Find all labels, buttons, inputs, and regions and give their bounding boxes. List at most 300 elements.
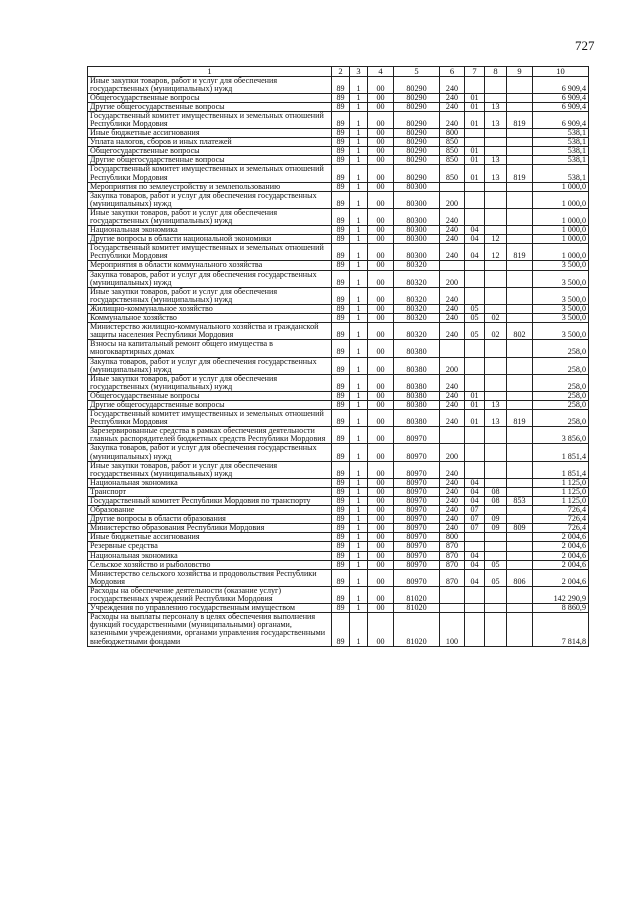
cell-code-5: 80290 (394, 165, 440, 182)
cell-name: Государственный комитет имущественных и земельных отношений Республики Мордовия (88, 165, 332, 182)
cell-code-5: 80300 (394, 191, 440, 208)
cell-code-9 (507, 560, 533, 569)
cell-amount: 7 814,8 (533, 613, 589, 646)
cell-code-7 (465, 533, 485, 542)
cell-code-7 (465, 613, 485, 646)
cell-name: Иные закупки товаров, работ и услуг для обеспечения государственных (муниципальных) нужд (88, 287, 332, 304)
cell-name: Иные закупки товаров, работ и услуг для обеспечения государственных (муниципальных) нужд (88, 374, 332, 391)
cell-code-7: 01 (465, 111, 485, 128)
cell-amount: 1 851,4 (533, 461, 589, 478)
cell-code-8: 05 (485, 560, 507, 569)
cell-code-2: 89 (332, 314, 350, 323)
cell-code-4: 00 (368, 357, 394, 374)
cell-name: Другие вопросы в области национальной экономики (88, 235, 332, 244)
cell-amount: 1 000,0 (533, 226, 589, 235)
cell-name: Закупка товаров, работ и услуг для обеспечения государственных (муниципальных) нужд (88, 357, 332, 374)
cell-code-7 (465, 586, 485, 603)
cell-name: Министерство образования Республики Мордовия (88, 524, 332, 533)
cell-code-6: 870 (440, 542, 465, 551)
cell-code-9 (507, 147, 533, 156)
cell-code-2: 89 (332, 147, 350, 156)
cell-amount: 258,0 (533, 357, 589, 374)
cell-code-5: 80970 (394, 542, 440, 551)
cell-code-9: 806 (507, 569, 533, 586)
cell-code-7: 04 (465, 235, 485, 244)
cell-amount: 1 000,0 (533, 182, 589, 191)
cell-code-9: 802 (507, 323, 533, 340)
cell-code-3: 1 (350, 304, 368, 313)
header-cell-code-5: 5 (394, 67, 440, 77)
cell-name: Расходы на выплаты персоналу в целях обеспечения выполнения функций государственными (муниципальными) органами, казенными учреждениями, органами управления государственными внебюджетными фондами (88, 613, 332, 646)
cell-code-6: 200 (440, 270, 465, 287)
cell-name: Закупка товаров, работ и услуг для обеспечения государственных (муниципальных) нужд (88, 444, 332, 461)
cell-name: Другие общегосударственные вопросы (88, 102, 332, 111)
cell-code-9 (507, 156, 533, 165)
cell-code-8: 09 (485, 524, 507, 533)
cell-amount: 2 004,6 (533, 533, 589, 542)
cell-amount: 3 500,0 (533, 323, 589, 340)
cell-code-2: 89 (332, 444, 350, 461)
cell-code-6: 240 (440, 244, 465, 261)
table-row (88, 391, 589, 400)
cell-code-4: 00 (368, 569, 394, 586)
table-row (88, 208, 589, 225)
cell-code-7: 05 (465, 314, 485, 323)
cell-code-3: 1 (350, 261, 368, 270)
table-row (88, 102, 589, 111)
cell-code-5: 80970 (394, 478, 440, 487)
cell-code-5: 80290 (394, 102, 440, 111)
cell-name: Государственный комитет имущественных и земельных отношений Республики Мордовия (88, 244, 332, 261)
cell-code-7: 07 (465, 515, 485, 524)
cell-code-4: 00 (368, 323, 394, 340)
cell-code-2: 89 (332, 304, 350, 313)
table-row (88, 138, 589, 147)
cell-code-3: 1 (350, 111, 368, 128)
cell-code-2: 89 (332, 340, 350, 357)
budget-table (87, 66, 589, 647)
table-row (88, 497, 589, 506)
table-row (88, 444, 589, 461)
cell-code-6 (440, 182, 465, 191)
cell-amount: 538,1 (533, 156, 589, 165)
cell-name: Общегосударственные вопросы (88, 93, 332, 102)
cell-code-2: 89 (332, 560, 350, 569)
cell-code-2: 89 (332, 165, 350, 182)
cell-code-9: 809 (507, 524, 533, 533)
cell-code-8 (485, 357, 507, 374)
cell-code-8 (485, 613, 507, 646)
cell-code-6: 870 (440, 551, 465, 560)
cell-code-3: 1 (350, 138, 368, 147)
cell-code-7: 04 (465, 560, 485, 569)
cell-code-6: 240 (440, 208, 465, 225)
cell-code-9 (507, 444, 533, 461)
cell-name: Министерство жилищно-коммунального хозяйства и гражданской защиты населения Республики Мордовия (88, 323, 332, 340)
cell-code-5: 80970 (394, 515, 440, 524)
cell-code-2: 89 (332, 156, 350, 165)
cell-code-8: 02 (485, 314, 507, 323)
cell-code-9 (507, 586, 533, 603)
cell-amount: 1 851,4 (533, 444, 589, 461)
cell-code-8 (485, 226, 507, 235)
table-row (88, 461, 589, 478)
cell-code-7: 04 (465, 487, 485, 496)
table-row (88, 427, 589, 444)
cell-code-9 (507, 226, 533, 235)
cell-code-6: 240 (440, 287, 465, 304)
cell-code-9 (507, 304, 533, 313)
cell-code-7: 07 (465, 524, 485, 533)
cell-code-7: 04 (465, 478, 485, 487)
cell-code-7: 01 (465, 147, 485, 156)
cell-amount: 1 000,0 (533, 208, 589, 225)
cell-code-7 (465, 427, 485, 444)
cell-code-6: 240 (440, 314, 465, 323)
cell-code-9 (507, 287, 533, 304)
cell-code-8 (485, 586, 507, 603)
cell-code-3: 1 (350, 226, 368, 235)
cell-name: Иные закупки товаров, работ и услуг для обеспечения государственных (муниципальных) нужд (88, 461, 332, 478)
cell-code-4: 00 (368, 478, 394, 487)
cell-name: Национальная экономика (88, 551, 332, 560)
cell-code-4: 00 (368, 506, 394, 515)
cell-code-7 (465, 542, 485, 551)
cell-name: Коммунальное хозяйство (88, 314, 332, 323)
cell-code-5: 80290 (394, 93, 440, 102)
cell-amount: 258,0 (533, 374, 589, 391)
cell-code-2: 89 (332, 102, 350, 111)
table-row (88, 400, 589, 409)
cell-code-8 (485, 147, 507, 156)
table-row (88, 93, 589, 102)
table-row (88, 551, 589, 560)
table-row (88, 226, 589, 235)
cell-code-3: 1 (350, 444, 368, 461)
cell-code-6 (440, 586, 465, 603)
cell-code-3: 1 (350, 156, 368, 165)
cell-code-7: 05 (465, 304, 485, 313)
cell-code-9 (507, 93, 533, 102)
cell-code-6: 100 (440, 613, 465, 646)
cell-code-3: 1 (350, 165, 368, 182)
cell-code-4: 00 (368, 542, 394, 551)
cell-code-9 (507, 76, 533, 93)
cell-code-8 (485, 478, 507, 487)
cell-name: Национальная экономика (88, 478, 332, 487)
cell-code-9 (507, 357, 533, 374)
cell-code-5: 80970 (394, 569, 440, 586)
cell-amount: 538,1 (533, 138, 589, 147)
cell-code-9: 819 (507, 165, 533, 182)
cell-code-3: 1 (350, 374, 368, 391)
cell-amount: 3 500,0 (533, 314, 589, 323)
cell-code-6: 240 (440, 478, 465, 487)
cell-code-5: 80320 (394, 314, 440, 323)
cell-name: Учреждения по управлению государственным имуществом (88, 604, 332, 613)
cell-code-4: 00 (368, 391, 394, 400)
cell-code-6 (440, 427, 465, 444)
cell-amount: 6 909,4 (533, 102, 589, 111)
cell-amount: 258,0 (533, 410, 589, 427)
cell-code-9 (507, 314, 533, 323)
cell-code-7: 07 (465, 506, 485, 515)
cell-code-3: 1 (350, 244, 368, 261)
cell-code-3: 1 (350, 191, 368, 208)
cell-code-4: 00 (368, 487, 394, 496)
cell-code-4: 00 (368, 226, 394, 235)
cell-code-5: 80290 (394, 147, 440, 156)
cell-code-8 (485, 533, 507, 542)
cell-code-6: 870 (440, 569, 465, 586)
cell-code-5: 80380 (394, 374, 440, 391)
cell-code-8 (485, 506, 507, 515)
cell-code-4: 00 (368, 604, 394, 613)
cell-code-3: 1 (350, 287, 368, 304)
cell-name: Национальная экономика (88, 226, 332, 235)
cell-code-3: 1 (350, 323, 368, 340)
cell-code-3: 1 (350, 340, 368, 357)
cell-code-7 (465, 76, 485, 93)
cell-code-8: 13 (485, 156, 507, 165)
cell-amount: 8 860,9 (533, 604, 589, 613)
cell-code-2: 89 (332, 129, 350, 138)
cell-code-7 (465, 461, 485, 478)
table-row (88, 323, 589, 340)
cell-code-6: 850 (440, 165, 465, 182)
cell-name: Взносы на капитальный ремонт общего имущества в многоквартирных домах (88, 340, 332, 357)
cell-code-6: 240 (440, 487, 465, 496)
cell-code-2: 89 (332, 374, 350, 391)
cell-name: Транспорт (88, 487, 332, 496)
cell-amount: 258,0 (533, 400, 589, 409)
table-row (88, 410, 589, 427)
cell-code-8: 13 (485, 410, 507, 427)
cell-amount: 142 290,9 (533, 586, 589, 603)
cell-code-8 (485, 542, 507, 551)
cell-code-6: 240 (440, 93, 465, 102)
cell-code-3: 1 (350, 569, 368, 586)
cell-amount: 538,1 (533, 165, 589, 182)
cell-code-9: 853 (507, 497, 533, 506)
cell-code-6: 240 (440, 524, 465, 533)
cell-code-2: 89 (332, 461, 350, 478)
cell-code-4: 00 (368, 191, 394, 208)
cell-amount: 538,1 (533, 129, 589, 138)
table-row (88, 487, 589, 496)
cell-code-9 (507, 391, 533, 400)
cell-code-8 (485, 374, 507, 391)
cell-name: Государственный комитет имущественных и земельных отношений Республики Мордовия (88, 111, 332, 128)
cell-code-5: 80970 (394, 487, 440, 496)
cell-code-7: 01 (465, 410, 485, 427)
cell-name: Другие общегосударственные вопросы (88, 156, 332, 165)
cell-code-4: 00 (368, 76, 394, 93)
cell-code-4: 00 (368, 497, 394, 506)
cell-code-7 (465, 374, 485, 391)
cell-amount: 258,0 (533, 391, 589, 400)
cell-code-3: 1 (350, 93, 368, 102)
cell-code-2: 89 (332, 182, 350, 191)
cell-code-7: 01 (465, 156, 485, 165)
cell-code-3: 1 (350, 506, 368, 515)
cell-amount: 258,0 (533, 340, 589, 357)
page-number: 727 (575, 38, 595, 53)
cell-code-5: 80290 (394, 138, 440, 147)
cell-code-4: 00 (368, 102, 394, 111)
cell-code-3: 1 (350, 102, 368, 111)
cell-code-8 (485, 391, 507, 400)
cell-code-8: 12 (485, 244, 507, 261)
cell-code-4: 00 (368, 304, 394, 313)
cell-code-8 (485, 340, 507, 357)
table-row (88, 515, 589, 524)
cell-code-2: 89 (332, 487, 350, 496)
cell-name: Иные бюджетные ассигнования (88, 533, 332, 542)
cell-code-3: 1 (350, 391, 368, 400)
table-row (88, 533, 589, 542)
cell-code-9 (507, 542, 533, 551)
cell-code-3: 1 (350, 461, 368, 478)
header-cell-code-6: 6 (440, 67, 465, 77)
cell-code-9 (507, 604, 533, 613)
cell-amount: 1 000,0 (533, 244, 589, 261)
cell-code-8 (485, 208, 507, 225)
table-row (88, 586, 589, 603)
cell-code-7 (465, 208, 485, 225)
cell-code-2: 89 (332, 542, 350, 551)
cell-name: Другие вопросы в области образования (88, 515, 332, 524)
cell-code-5: 80320 (394, 261, 440, 270)
cell-name: Зарезервированные средства в рамках обеспечения деятельности главных распорядителей бюджетных средств Республики Мордовия (88, 427, 332, 444)
cell-code-2: 89 (332, 604, 350, 613)
cell-code-3: 1 (350, 76, 368, 93)
cell-amount: 3 500,0 (533, 270, 589, 287)
cell-code-2: 89 (332, 244, 350, 261)
table-row (88, 76, 589, 93)
cell-code-2: 89 (332, 235, 350, 244)
cell-code-6: 240 (440, 111, 465, 128)
table-row (88, 235, 589, 244)
cell-code-4: 00 (368, 93, 394, 102)
cell-amount: 1 125,0 (533, 478, 589, 487)
cell-name: Министерство сельского хозяйства и продовольствия Республики Мордовия (88, 569, 332, 586)
cell-code-4: 00 (368, 138, 394, 147)
cell-code-7: 01 (465, 93, 485, 102)
cell-code-9 (507, 427, 533, 444)
cell-code-6: 200 (440, 444, 465, 461)
header-cell-name: 1 (88, 67, 332, 77)
cell-code-5: 80290 (394, 156, 440, 165)
cell-amount: 726,4 (533, 506, 589, 515)
cell-code-4: 00 (368, 524, 394, 533)
table-header-row (88, 67, 589, 77)
header-cell-amount: 10 (533, 67, 589, 77)
cell-code-3: 1 (350, 542, 368, 551)
cell-code-8 (485, 191, 507, 208)
cell-code-4: 00 (368, 244, 394, 261)
cell-code-4: 00 (368, 374, 394, 391)
cell-code-9 (507, 129, 533, 138)
cell-code-2: 89 (332, 270, 350, 287)
cell-code-8 (485, 287, 507, 304)
cell-code-4: 00 (368, 533, 394, 542)
cell-code-4: 00 (368, 270, 394, 287)
cell-code-3: 1 (350, 270, 368, 287)
cell-code-9 (507, 515, 533, 524)
table-row (88, 165, 589, 182)
cell-code-7 (465, 191, 485, 208)
cell-code-8: 13 (485, 102, 507, 111)
cell-code-4: 00 (368, 235, 394, 244)
table-row (88, 287, 589, 304)
table-row (88, 604, 589, 613)
table-row (88, 304, 589, 313)
cell-code-8: 02 (485, 323, 507, 340)
cell-name: Закупка товаров, работ и услуг для обеспечения государственных (муниципальных) нужд (88, 270, 332, 287)
cell-code-9 (507, 191, 533, 208)
cell-code-6: 240 (440, 410, 465, 427)
cell-code-4: 00 (368, 165, 394, 182)
header-cell-code-2: 2 (332, 67, 350, 77)
cell-code-5: 80380 (394, 391, 440, 400)
cell-code-4: 00 (368, 410, 394, 427)
cell-code-2: 89 (332, 76, 350, 93)
cell-code-9 (507, 208, 533, 225)
cell-code-8: 13 (485, 400, 507, 409)
cell-amount: 6 909,4 (533, 93, 589, 102)
cell-code-9 (507, 506, 533, 515)
cell-code-3: 1 (350, 586, 368, 603)
cell-amount: 2 004,6 (533, 560, 589, 569)
cell-code-5: 81020 (394, 586, 440, 603)
cell-code-7 (465, 604, 485, 613)
cell-code-5: 80300 (394, 208, 440, 225)
header-cell-code-3: 3 (350, 67, 368, 77)
cell-amount: 1 000,0 (533, 235, 589, 244)
cell-code-8 (485, 182, 507, 191)
cell-code-7 (465, 129, 485, 138)
cell-code-9 (507, 138, 533, 147)
cell-code-6: 240 (440, 374, 465, 391)
cell-code-4: 00 (368, 461, 394, 478)
table-row (88, 357, 589, 374)
cell-code-9 (507, 400, 533, 409)
cell-code-3: 1 (350, 497, 368, 506)
cell-code-7: 01 (465, 391, 485, 400)
cell-code-3: 1 (350, 560, 368, 569)
cell-name: Государственный комитет имущественных и земельных отношений Республики Мордовия (88, 410, 332, 427)
cell-code-2: 89 (332, 613, 350, 646)
cell-code-8 (485, 551, 507, 560)
cell-code-4: 00 (368, 444, 394, 461)
cell-code-5: 80970 (394, 506, 440, 515)
cell-code-8: 05 (485, 569, 507, 586)
cell-code-2: 89 (332, 551, 350, 560)
cell-code-2: 89 (332, 586, 350, 603)
cell-code-7 (465, 340, 485, 357)
table-row (88, 261, 589, 270)
cell-code-8 (485, 304, 507, 313)
cell-code-3: 1 (350, 208, 368, 225)
cell-code-6: 240 (440, 323, 465, 340)
cell-code-3: 1 (350, 235, 368, 244)
cell-code-3: 1 (350, 515, 368, 524)
table-row (88, 270, 589, 287)
cell-code-2: 89 (332, 506, 350, 515)
cell-code-2: 89 (332, 410, 350, 427)
cell-code-6: 240 (440, 497, 465, 506)
